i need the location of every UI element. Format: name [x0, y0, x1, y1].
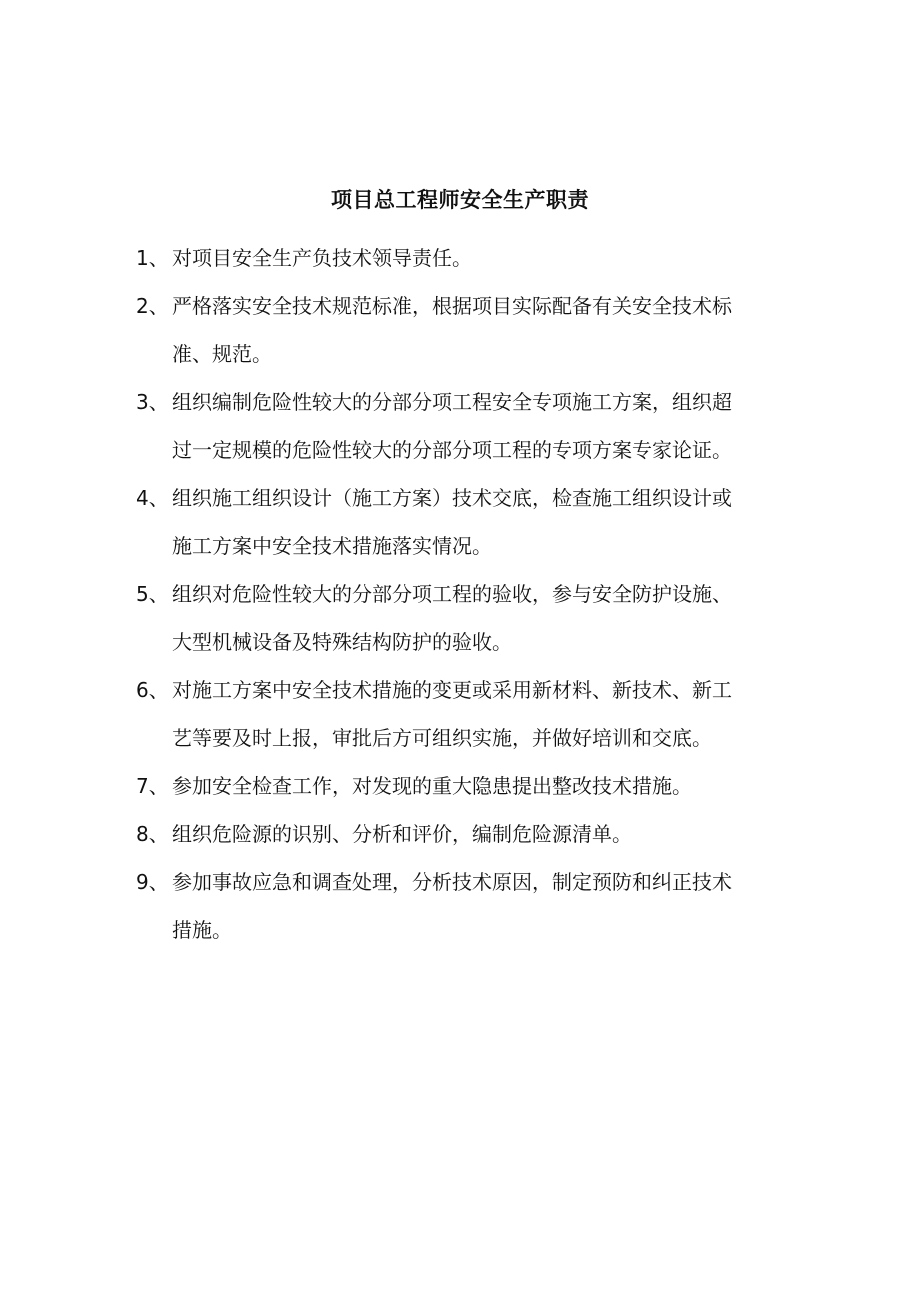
item-number: 9、 [136, 870, 169, 894]
list-item [136, 570, 786, 666]
item-line: 施工方案中安全技术措施落实情况。 [172, 534, 492, 558]
item-number: 3、 [136, 390, 169, 414]
item-line: 组织施工组织设计（施工方案）技术交底，检查施工组织设计或 [172, 486, 732, 510]
list-item [136, 234, 786, 282]
item-line: 组织危险源的识别、分析和评价，编制危险源清单。 [172, 822, 632, 846]
item-text [172, 570, 786, 666]
item-line: 严格落实安全技术规范标准，根据项目实际配备有关安全技术标 [172, 294, 732, 318]
item-text [172, 666, 786, 762]
item-number: 2、 [136, 294, 169, 318]
item-line: 过一定规模的危险性较大的分部分项工程的专项方案专家论证。 [172, 438, 732, 462]
item-line: 参加安全检查工作，对发现的重大隐患提出整改技术措施。 [172, 774, 692, 798]
item-line: 准、规范。 [172, 342, 272, 366]
list-item [136, 762, 786, 810]
list-item [136, 378, 786, 474]
list-item [136, 282, 786, 378]
item-line: 组织对危险性较大的分部分项工程的验收，参与安全防护设施、 [172, 582, 732, 606]
item-text [172, 378, 786, 474]
list-item [136, 474, 786, 570]
item-text [172, 858, 786, 954]
list-item [136, 810, 786, 858]
item-line: 对施工方案中安全技术措施的变更或采用新材料、新技术、新工 [172, 678, 732, 702]
item-text [172, 234, 786, 282]
item-number: 1、 [136, 246, 169, 270]
list-item [136, 858, 786, 954]
item-number: 8、 [136, 822, 169, 846]
item-text [172, 282, 786, 378]
list-item [136, 666, 786, 762]
responsibility-list [136, 234, 786, 954]
item-line: 大型机械设备及特殊结构防护的验收。 [172, 630, 512, 654]
item-number: 7、 [136, 774, 169, 798]
item-line: 参加事故应急和调查处理，分析技术原因，制定预防和纠正技术 [172, 870, 732, 894]
item-line: 对项目安全生产负技术领导责任。 [172, 246, 472, 270]
item-number: 6、 [136, 678, 169, 702]
item-line: 艺等要及时上报，审批后方可组织实施，并做好培训和交底。 [172, 726, 712, 750]
item-text [172, 762, 786, 810]
item-line: 组织编制危险性较大的分部分项工程安全专项施工方案，组织超 [172, 390, 732, 414]
item-number: 5、 [136, 582, 169, 606]
item-line: 措施。 [172, 918, 232, 942]
item-number: 4、 [136, 486, 169, 510]
item-text [172, 474, 786, 570]
item-text [172, 810, 786, 858]
page-title: 项目总工程师安全生产职责 [331, 188, 589, 212]
